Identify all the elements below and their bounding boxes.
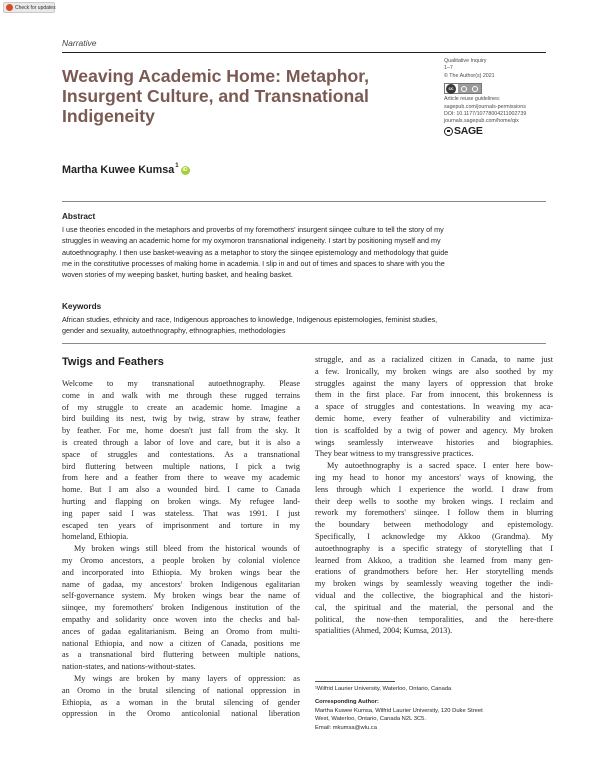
body-text-line: my Oromo ancestors, a people broken by colonial violence [62, 555, 300, 565]
body-text-line: name of gadaa, my ancestors' broken Indigenous egalitarian [62, 579, 300, 589]
copyright: © The Author(s) 2021 [444, 72, 495, 79]
corresponding-author-line: West, Waterloo, Ontario, Canada N2L 3C5. [315, 716, 426, 723]
crossmark-icon [6, 4, 13, 11]
body-text-line: national Ethiopia, and now a citizen of Canada, positions me [62, 638, 300, 648]
check-for-updates-label: Check for updates [15, 4, 56, 11]
body-text-line: is created through a labor of love and care, but it is also a [62, 437, 300, 447]
sage-mark-icon [444, 127, 453, 136]
body-text-line: ances of gadaa egalitarianism. Being an Oromo from multi- [62, 626, 300, 636]
page-range: 1–7 [444, 65, 453, 72]
body-text-line: hurting and flapping on broken wings. My refugee land- [62, 496, 300, 506]
corresponding-author-line: Martha Kuwee Kumsa, Wilfrid Laurier University, 120 Duke Street [315, 707, 483, 714]
creative-commons-badge[interactable] [444, 83, 482, 94]
body-text-line: autoethnography is a specific strategy of storytelling that I [315, 543, 553, 553]
body-text-line: Specifically, I acknowledge my Akkoo (Grandma). My [315, 531, 553, 541]
body-text-line: bird building its nest, twig by twig, straw by straw, feather [62, 414, 300, 424]
body-text-line: home. But I am also a wounded bird. I came to Canada [62, 485, 300, 495]
abstract-line: I use theories encoded in the metaphors and proverbs of my foremothers' insurgent siinqee culture to tell the story of my [62, 225, 444, 234]
check-for-updates-badge[interactable] [3, 2, 55, 13]
body-text-line: my broken wings by seamlessly weaving together the indi- [315, 579, 553, 589]
title-line: Insurgent Culture, and Transnational [62, 86, 369, 106]
abstract-line: me in the constitutive processes of making home in academia. I slip in and out of times and spaces to share with you the [62, 258, 445, 268]
cc-license-icons [458, 84, 481, 93]
body-text-line: them in the first place. Far from innocent, this brokenness is [315, 390, 553, 400]
body-text-line: and incorporated into Ethiopia. My broken wings bear the [62, 567, 300, 577]
header-rule [62, 52, 546, 53]
body-text-line: the boundary between methodology and epistemology. [315, 520, 553, 530]
body-text-line: Ethiopia, as a woman in the brutal silencing of gender [62, 697, 300, 707]
article-type-label: Narrative [62, 38, 97, 48]
body-text-line: siinqee, my foremothers' broken Indigenous institution of the [62, 603, 300, 613]
body-text-line: cal, the spiritual and the material, the personal and the [315, 602, 553, 612]
doi[interactable]: DOI: 10.1177/10778004211002739 [444, 111, 527, 118]
reuse-link[interactable]: sagepub.com/journals-permissions [444, 103, 526, 110]
body-text-line: bird fluttering between multiple nations, I pick a twig [62, 461, 300, 471]
body-text-line: My autoethnography is a sacred space. I enter here bow- [327, 461, 553, 471]
body-text-line: rework my foremothers' siinqee. I follow them in blurring [315, 508, 553, 518]
keywords-line: gender and sexuality, autoethnography, ethnographies, methodologies [62, 326, 286, 336]
abstract-line: autoethnography. I then use basket-weaving as a metaphor to story the siinqee epistemology and methodology that guide [62, 247, 449, 257]
body-text-line: wings seamlessly interweave histories and biographies. [315, 437, 553, 447]
abstract-heading: Abstract [62, 212, 96, 221]
body-text-line: ing paper said I was stateless. That was 1991. I just [62, 508, 300, 518]
abstract-rule [62, 201, 546, 202]
body-column-left [62, 378, 300, 720]
body-text-line: Welcome to my transnational autoethnography. Please [62, 379, 300, 388]
affiliation-marker: 1 [175, 163, 179, 169]
sage-logo [444, 124, 552, 137]
author-name: Martha Kuwee Kumsa [62, 164, 175, 176]
body-text-line: nation-states, and nations-without-states. [62, 662, 196, 672]
footnote [315, 685, 555, 732]
abstract-text [62, 224, 552, 280]
journal-link[interactable]: journals.sagepub.com/home/qix [444, 118, 519, 125]
body-text-line: political, the now-then temporalities, and the here-there [315, 614, 553, 624]
section-heading: Twigs and Feathers [62, 356, 164, 368]
reuse-label: Article reuse guidelines: [444, 96, 501, 103]
body-text-line: tion is scaffolded by a twig of power and agency. My broken [315, 425, 553, 435]
keywords-line: African studies, ethnicity and race, Indigenous approaches to knowledge, Indigenous epistemologies, feminist studies, [62, 315, 438, 324]
body-text-line: self-governance system. My broken wings bear the name of [62, 591, 300, 601]
body-text-line: from here and a feather from there to weave my academic [62, 473, 300, 483]
body-text-line: oppression in the Oromo anticolonial national liberation [62, 709, 300, 719]
body-text-line: space of struggles and contestations. As a transnational [62, 449, 300, 459]
body-text-line: escaped ten years of imprisonment and torture in my [62, 520, 300, 530]
corresponding-author-email[interactable]: Email: mkumsa@wlu.ca [315, 724, 377, 731]
title-line: Weaving Academic Home: Metaphor, [62, 66, 369, 86]
body-text-line: by feather. For me, home doesn't just fall from the sky. It [62, 426, 300, 436]
footnote-rule [315, 681, 395, 682]
journal-name: Qualitative Inquiry [444, 58, 487, 64]
abstract-line: struggles in weaving an academic home for my oxymoron transnational indigeneity. I start by positioning myself and my [62, 236, 441, 246]
body-text-line: of my struggle to create an academic home. Imagine a [62, 402, 300, 412]
body-text-line: They bear witness to my transgressive practices. [315, 449, 474, 459]
body-text-line: My wings are broken by many layers of oppression: as [74, 673, 300, 683]
body-text-line: spatialities (Ahmed, 2004; Kumsa, 2013). [315, 626, 453, 636]
body-text-line: lens through which I experience the world. I draw from [315, 484, 553, 494]
journal-meta [444, 58, 552, 136]
body-text-line: struggle, and as a racialized citizen in Canada, to name just [315, 355, 553, 364]
title-line: Indigeneity [62, 106, 155, 126]
affiliation-note: ¹Wilfrid Laurier University, Waterloo, Ontario, Canada [315, 686, 452, 692]
keywords-heading: Keywords [62, 302, 102, 311]
body-text-line: learned from Akkoo, a tradition she learned from many gen- [315, 555, 553, 565]
body-text-line: homeland, Ethiopia. [62, 532, 129, 542]
cc-icon: cc [446, 84, 456, 94]
body-text-line: empathy and solidarity once woven into the checks and bal- [62, 614, 300, 624]
body-text-line: struggles against the many layers of oppression that broke [315, 378, 553, 388]
body-text-line: vidual and the collective, the biographical and the histori- [315, 590, 553, 600]
abstract-line: woven stories of my weeping basket, hurting basket, and healing basket. [62, 270, 293, 280]
body-text-line: demic home, every feather of vulnerability and victimiza- [315, 413, 553, 423]
corresponding-author-heading: Corresponding Author: [315, 699, 379, 706]
body-text-line: ing my head to honor my ancestors' ways of knowing, the [315, 472, 553, 482]
body-text-line: erations of grandmothers before her. Her storytelling mends [315, 567, 553, 577]
body-text-line: an Oromo in the brutal silencing of national oppression in [62, 685, 300, 695]
orcid-icon[interactable]: iD [182, 167, 188, 173]
body-text-line: come in and walk with me through these rugged terrains [62, 390, 300, 400]
body-column-right [315, 354, 553, 637]
keywords-rule [62, 343, 546, 344]
publisher-name: SAGE [454, 124, 483, 137]
body-text-line: as a transnational bird fluttering between multiple nations, [62, 650, 300, 660]
body-text-line: My broken wings still bleed from the historical wounds of [74, 544, 300, 554]
keywords-text [62, 314, 552, 337]
body-text-line: their deep wells to soothe my broken wings. I reclaim and [315, 496, 553, 506]
body-text-line: a space of struggles and contestations. In weaving my aca- [315, 402, 553, 412]
article-title [62, 66, 414, 126]
author-line [62, 164, 190, 176]
body-text-line: a few. Ironically, my broken wings are also soothed by my [315, 366, 553, 376]
